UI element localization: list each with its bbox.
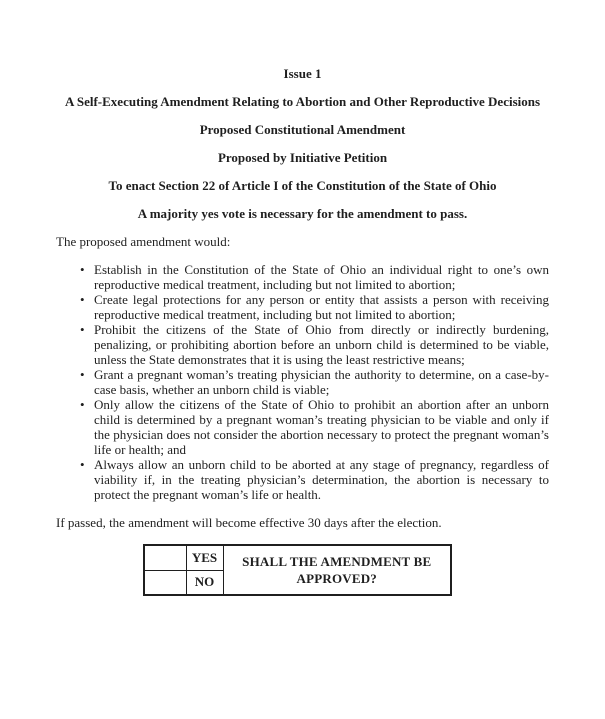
- effective-date-note: If passed, the amendment will become effective 30 days after the election.: [56, 515, 442, 530]
- list-item-establish-right: • Establish in the Constitution of the State of Ohio an individual right to one’s own reproductive medical treatment, including but not limited to abortion;: [94, 262, 549, 292]
- amendment-provisions-list: [56, 262, 549, 502]
- list-item-physician-authority: • Grant a pregnant woman’s treating physician the authority to determine, on a case-by-case basis, whether an unborn child is viable;: [94, 367, 549, 397]
- no-option-label: NO: [186, 570, 223, 595]
- table-row: [144, 545, 451, 570]
- proposed-amendment-heading: Proposed Constitutional Amendment: [199, 122, 406, 137]
- ballot-question-text: SHALL THE AMENDMENT BE APPROVED?: [223, 545, 451, 595]
- yes-mark-cell: [144, 545, 186, 570]
- yes-option-label: YES: [186, 545, 223, 570]
- document-header: [56, 66, 549, 222]
- intro-paragraph: The proposed amendment would:: [56, 234, 231, 249]
- list-item-legal-protections: • Create legal protections for any person or entity that assists a person with receiving reproductive medical treatment, including but not limited to abortion;: [94, 292, 549, 322]
- amendment-title-heading: A Self-Executing Amendment Relating to Abortion and Other Reproductive Decisions: [64, 94, 541, 109]
- majority-vote-heading: A majority yes vote is necessary for the amendment to pass.: [137, 206, 468, 221]
- ballot-response-table: [143, 544, 452, 596]
- no-mark-cell: [144, 570, 186, 595]
- enact-section-heading: To enact Section 22 of Article I of the Constitution of the State of Ohio: [108, 178, 497, 193]
- list-item-always-allow: • Always allow an unborn child to be aborted at any stage of pregnancy, regardless of viability if, in the treating physician’s determination, the abortion is necessary to protect the pregnant woman’s life or health.: [94, 457, 549, 502]
- ballot-response-section: [143, 544, 549, 596]
- issue-number-heading: Issue 1: [283, 66, 322, 81]
- list-item-viability-prohibition: • Only allow the citizens of the State of Ohio to prohibit an abortion after an unborn child is determined by a pregnant woman’s treating physician to be viable and only if the physician does not consider the abortion necessary to protect the pregnant woman’s life or health; and: [94, 397, 549, 457]
- list-item-prohibit-burdening: • Prohibit the citizens of the State of Ohio from directly or indirectly burdening, penalizing, or prohibiting abortion before an unborn child is determined to be viable, unless the State demonstrates that it is using the least restrictive means;: [94, 322, 549, 367]
- initiative-petition-heading: Proposed by Initiative Petition: [217, 150, 388, 165]
